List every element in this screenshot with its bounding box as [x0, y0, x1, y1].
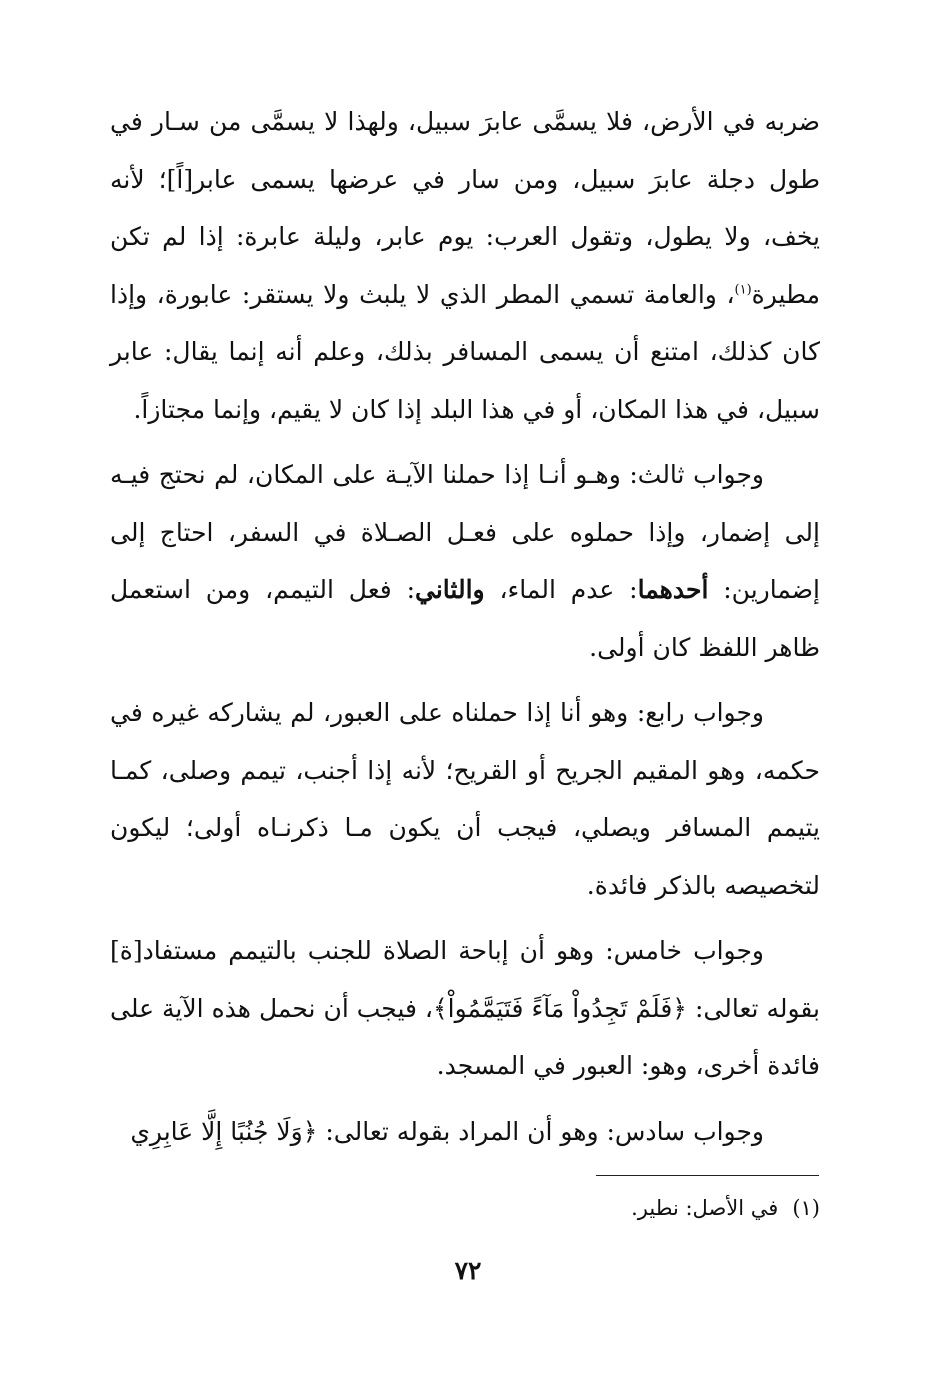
paragraph-2-text-c: : فعل التيمم، ومن استعمل ظاهر اللفظ كان أولى.	[110, 575, 820, 662]
paragraph-2-term-first: أحدهما	[637, 575, 709, 604]
paragraph-2-text-a: وجواب ثالث: وهـو أنـا إذا حملنا الآيـة على المكان، لم نحتج فيـه إلى إضمار، وإذا حملوه على فعـل الصـلاة في السفر، احتاج إلى إضمارين:	[110, 460, 820, 604]
paragraph-2	[110, 446, 820, 676]
quran-quote: ﴿فَلَمْ تَجِدُواْ مَآءً فَتَيَمَّمُواْ﴾	[433, 993, 687, 1023]
footnote-reference[interactable]: (١)	[734, 282, 752, 298]
paragraph-4-text-b: ، فيجب أن نحمل هذه الآية على فائدة أخرى، وهو: العبور في المسجد.	[110, 993, 820, 1080]
quran-quote: ﴿وَلَا جُنُبًا إِلَّا عَابِرِي	[130, 1116, 318, 1146]
paragraph-4-text-a: وجواب خامس: وهو أن إباحة الصلاة للجنب بالتيمم مستفاد[ة] بقوله تعالى:	[110, 936, 820, 1023]
paragraph-5	[110, 1103, 820, 1161]
page-number: ٧٢	[454, 1256, 482, 1285]
footnote-divider	[596, 1175, 819, 1176]
paragraph-3-text: وجواب رابع: وهو أنا إذا حملناه على العبور، لم يشاركه غيره في حكمه، وهو المقيم الجريح أو القريح؛ لأنه إذا أجنب، تيمم وصلى، كمـا يتيمم المسافر ويصلي، فيجب أن يكون مـا ذكرنـاه أولى؛ ليكون لتخصيصه بالذكر فائدة.	[110, 698, 820, 900]
paragraph-2-term-second: والثاني	[415, 575, 485, 604]
paragraph-1-continuation: ، والعامة تسمي المطر الذي لا يلبث ولا يستقر: عابورة، وإذا كان كذلك، امتنع أن يسمى المسافر بذلك، وعلم أنه إنما يقال: عابر سبيل، في هذا المكان، أو في هذا البلد إذا كان لا يقيم، وإنما مجتازاً.	[110, 279, 820, 424]
footnote-text: في الأصل: نطير.	[631, 1196, 779, 1220]
paragraph-1	[110, 93, 820, 438]
paragraph-5-text: وجواب سادس: وهو أن المراد بقوله تعالى:	[317, 1116, 764, 1146]
paragraph-1-text: ضربه في الأرض، فلا يسمَّى عابرَ سبيل، ولهذا لا يسمَّى من سـار في طول دجلة عابرَ سبيل، ومن سار في عرضها يسمى عابر[اً]؛ لأنه يخف، ولا يطول، وتقول العرب: يوم عابر، وليلة عابرة: إذا لم تكن مطيرة	[110, 107, 820, 309]
footnote	[631, 1196, 820, 1220]
paragraph-3	[110, 684, 820, 914]
paragraph-4	[110, 922, 820, 1095]
page-body	[110, 93, 820, 1160]
paragraph-2-text-b: : عدم الماء،	[484, 575, 638, 604]
footnote-marker: (١)	[792, 1196, 820, 1220]
